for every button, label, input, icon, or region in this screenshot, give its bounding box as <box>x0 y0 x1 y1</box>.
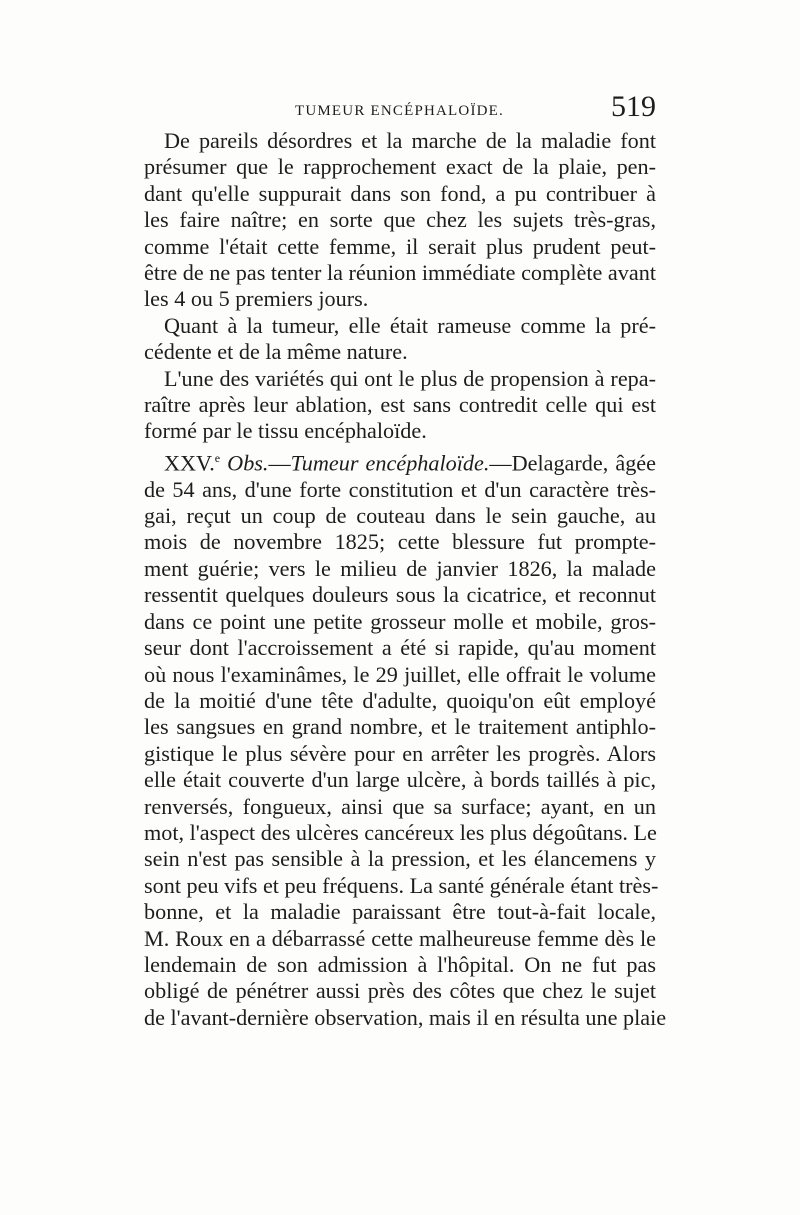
text-line: renversés, fongueux, ainsi que sa surface; ayant, en un <box>144 793 656 819</box>
body-text <box>144 128 667 1031</box>
text-line: comme l'était cette femme, il serait plus prudent peut- <box>144 233 656 259</box>
text-line: sein n'est pas sensible à la pression, et les élancemens y <box>144 846 656 872</box>
text-line: être de ne pas tenter la réunion immédiate complète avant <box>144 260 656 286</box>
text-line: présumer que le rapprochement exact de la plaie, pen- <box>144 154 656 180</box>
text-line: lendemain de son admission à l'hôpital. On ne fut pas <box>144 951 656 977</box>
text-line: obligé de pénétrer aussi près des côtes que chez le sujet <box>144 978 656 1004</box>
text-line: mois de novembre 1825; cette blessure fut prompte- <box>144 529 656 555</box>
text-line: sont peu vifs et peu fréquens. La santé générale étant très- <box>144 872 659 898</box>
running-title: TUMEUR ENCÉPHALOÏDE. <box>295 103 504 119</box>
running-head <box>144 90 656 130</box>
text-line: seur dont l'accroissement a été si rapide, qu'au moment <box>144 635 656 661</box>
text-line: elle était couverte d'un large ulcère, à bords taillés à pic, <box>144 767 656 793</box>
text-line: les 4 ou 5 premiers jours. <box>144 286 369 312</box>
text-line: dans ce point une petite grosseur molle et mobile, gros- <box>144 608 656 634</box>
text-line: L'une des variétés qui ont le plus de propension à repa- <box>164 365 656 391</box>
text-line: dant qu'elle suppurait dans son fond, a pu contribuer à <box>144 180 656 206</box>
text-line: les faire naître; en sorte que chez les sujets très-gras, <box>144 207 656 233</box>
text-line: bonne, et la maladie paraissant être tout-à-fait locale, <box>144 899 656 925</box>
text-line: De pareils désordres et la marche de la maladie font <box>164 128 656 153</box>
text-line: ressentit quelques douleurs sous la cicatrice, et reconnut <box>144 582 656 608</box>
observation-lead: Delagarde, âgée <box>511 450 656 476</box>
text-line: de la moitié d'une tête d'adulte, quoiqu'on eût employé <box>144 687 656 713</box>
text-line: de 54 ans, d'une forte constitution et d'un caractère très- <box>144 476 656 502</box>
text-line: ment guérie; vers le milieu de janvier 1826, la malade <box>144 555 656 581</box>
text-line: M. Roux en a débarrassé cette malheureuse femme dès le <box>144 925 656 951</box>
text-line: cédente et de la même nature. <box>144 339 408 365</box>
text-line: mot, l'aspect des ulcères cancéreux les plus dégoûtans. Le <box>144 819 657 845</box>
text-line: les sangsues en grand nombre, et le traitement antiphlo- <box>144 714 656 740</box>
text-line: de l'avant-dernière observation, mais il en résulta une plaie <box>144 1004 667 1030</box>
text-line: gistique le plus sévère pour en arrêter les progrès. Alors <box>144 740 656 766</box>
text-line: où nous l'examinâmes, le 29 juillet, elle offrait le volume <box>144 661 656 687</box>
observation-number: XXV. <box>164 450 215 476</box>
text-line: raître après leur ablation, est sans contredit celle qui est <box>144 392 656 418</box>
text-line: formé par le tissu encéphaloïde. <box>144 418 427 444</box>
observation-label: Obs. <box>227 450 269 476</box>
observation-title: Tumeur encéphaloïde. <box>290 450 490 476</box>
observation-dash: — <box>489 450 512 476</box>
observation-dash: — <box>268 450 291 476</box>
observation-heading-line <box>144 445 656 477</box>
observation-ordinal: e <box>214 450 221 465</box>
text-line: gai, reçut un coup de couteau dans le sein gauche, au <box>144 503 656 529</box>
text-line: Quant à la tumeur, elle était rameuse comme la pré- <box>164 312 656 338</box>
page-number: 519 <box>611 90 656 123</box>
